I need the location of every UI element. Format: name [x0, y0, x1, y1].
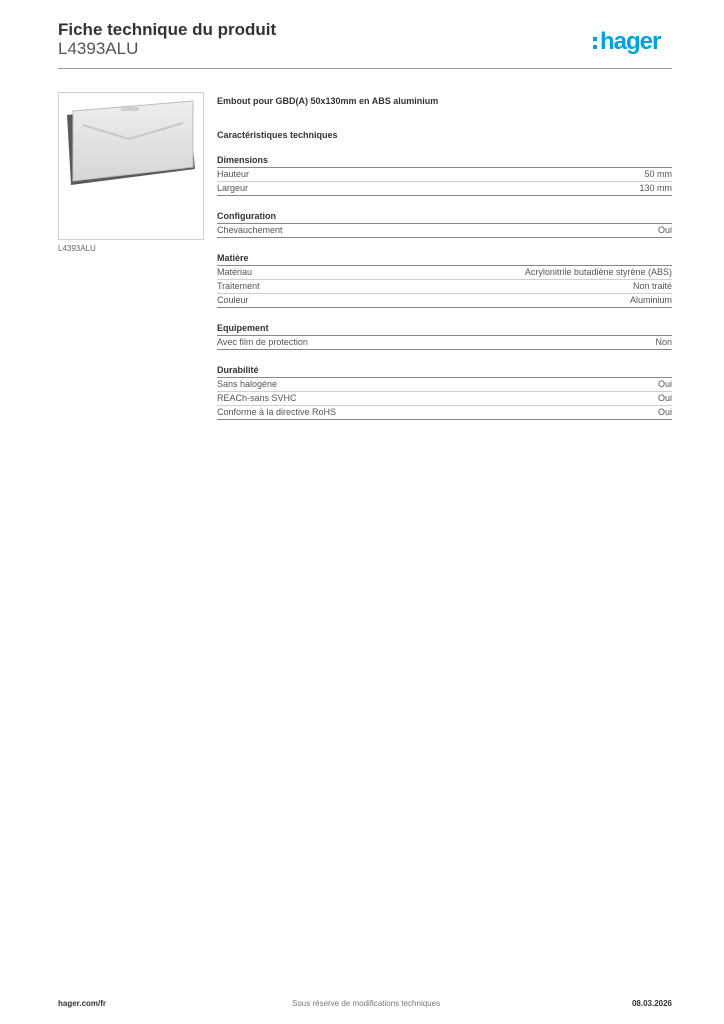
- image-caption: L4393ALU: [58, 244, 96, 253]
- footer-note: Sous réserve de modifications techniques: [292, 999, 441, 1008]
- section-title: Caractéristiques techniques: [217, 130, 338, 140]
- spec-label: Hauteur: [217, 169, 250, 179]
- spec-value: Non: [655, 337, 672, 347]
- spec-label: Matériau: [217, 267, 253, 277]
- product-image: [58, 92, 204, 240]
- spec-row: [217, 266, 672, 280]
- spec-value: Oui: [657, 407, 672, 417]
- spec-value: Oui: [657, 379, 672, 389]
- spec-label: Conforme à la directive RoHS: [217, 407, 337, 417]
- spec-group-dimensions: [217, 155, 672, 196]
- spec-label: Traitement: [217, 281, 260, 291]
- spec-label: Sans halogène: [217, 379, 278, 389]
- spec-value: 50 mm: [644, 169, 672, 179]
- brand-logo: [593, 28, 660, 56]
- group-title: Dimensions: [217, 155, 672, 168]
- product-description: Embout pour GBD(A) 50x130mm en ABS aluminium: [217, 96, 439, 106]
- spec-value: Oui: [657, 393, 672, 403]
- spec-row: [217, 378, 672, 392]
- spec-row: [217, 182, 672, 196]
- spec-label: Largeur: [217, 183, 249, 193]
- spec-group-equipement: [217, 323, 672, 350]
- spec-content: [217, 96, 672, 420]
- spec-row: [217, 224, 672, 238]
- spec-label: Chevauchement: [217, 225, 283, 235]
- logo-dots-icon: [593, 37, 599, 49]
- spec-label: Avec film de protection: [217, 337, 308, 347]
- spec-row: [217, 168, 672, 182]
- spec-value: 130 mm: [639, 183, 672, 193]
- group-title: Matière: [217, 253, 672, 266]
- group-title: Durabilité: [217, 365, 672, 378]
- spec-group-configuration: [217, 211, 672, 238]
- spec-row: [217, 280, 672, 294]
- spec-row: [217, 392, 672, 406]
- header-divider: [58, 68, 672, 69]
- spec-label: Couleur: [217, 295, 249, 305]
- spec-row: [217, 294, 672, 308]
- group-title: Configuration: [217, 211, 672, 224]
- spec-group-durabilite: [217, 365, 672, 420]
- spec-row: [217, 336, 672, 350]
- spec-row: [217, 406, 672, 420]
- spec-value: Acrylonitrile butadiène styrène (ABS): [524, 267, 672, 277]
- spec-group-matiere: [217, 253, 672, 308]
- logo-text: hager: [600, 28, 661, 55]
- page-title: Fiche technique du produit: [58, 20, 277, 39]
- footer-date: 08.03.2026: [631, 999, 672, 1008]
- product-photo-icon: [59, 93, 203, 239]
- footer-website-link[interactable]: hager.com/fr: [58, 999, 107, 1008]
- spec-value: Non traité: [632, 281, 672, 291]
- spec-label: REACh-sans SVHC: [217, 393, 297, 403]
- spec-value: Oui: [657, 225, 672, 235]
- product-reference: L4393ALU: [58, 39, 139, 58]
- group-title: Equipement: [217, 323, 672, 336]
- spec-value: Aluminium: [629, 295, 672, 305]
